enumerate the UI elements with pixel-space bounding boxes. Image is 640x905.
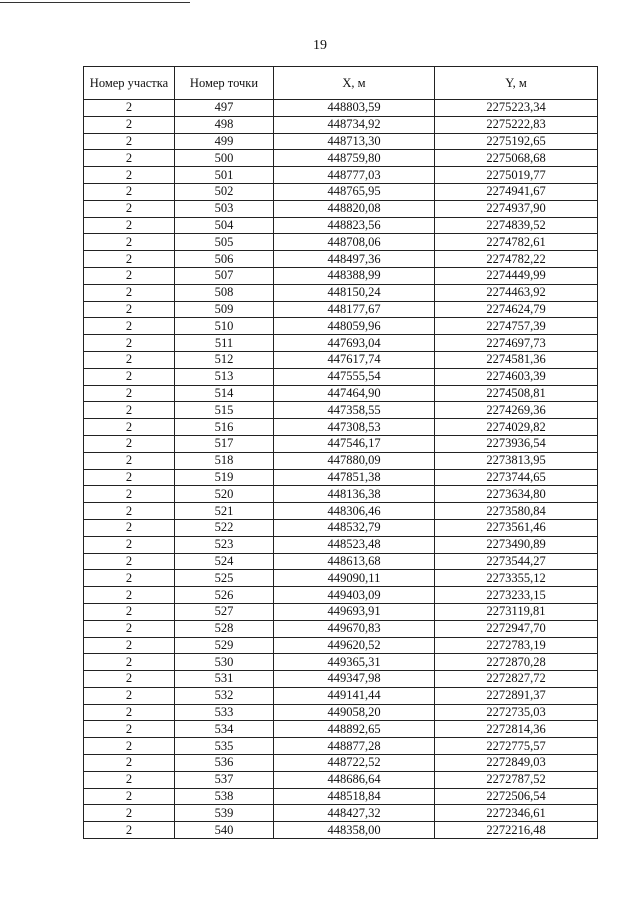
cell-x: 447308,53 (274, 419, 435, 436)
table-row (84, 536, 598, 553)
cell-y: 2273233,15 (435, 587, 598, 604)
cell-x: 448358,00 (274, 822, 435, 839)
coordinates-table (83, 66, 598, 839)
cell-point-number: 499 (175, 133, 274, 150)
cell-plot-number: 2 (84, 536, 175, 553)
cell-point-number: 510 (175, 318, 274, 335)
cell-x: 447880,09 (274, 452, 435, 469)
cell-point-number: 532 (175, 687, 274, 704)
table-row (84, 100, 598, 117)
cell-point-number: 537 (175, 771, 274, 788)
cell-plot-number: 2 (84, 587, 175, 604)
table-row (84, 503, 598, 520)
cell-y: 2272787,52 (435, 771, 598, 788)
cell-plot-number: 2 (84, 469, 175, 486)
table-row (84, 570, 598, 587)
cell-x: 448803,59 (274, 100, 435, 117)
cell-plot-number: 2 (84, 486, 175, 503)
cell-point-number: 528 (175, 620, 274, 637)
table-row (84, 217, 598, 234)
table-row (84, 822, 598, 839)
cell-y: 2274624,79 (435, 301, 598, 318)
cell-plot-number: 2 (84, 553, 175, 570)
table-row (84, 721, 598, 738)
cell-point-number: 502 (175, 183, 274, 200)
cell-x: 447546,17 (274, 435, 435, 452)
cell-point-number: 530 (175, 654, 274, 671)
cell-point-number: 513 (175, 368, 274, 385)
cell-plot-number: 2 (84, 687, 175, 704)
cell-point-number: 527 (175, 603, 274, 620)
table-row (84, 133, 598, 150)
cell-x: 448497,36 (274, 251, 435, 268)
table-row (84, 200, 598, 217)
cell-plot-number: 2 (84, 452, 175, 469)
cell-point-number: 535 (175, 738, 274, 755)
cell-y: 2274937,90 (435, 200, 598, 217)
cell-point-number: 505 (175, 234, 274, 251)
table-row (84, 267, 598, 284)
cell-x: 448059,96 (274, 318, 435, 335)
cell-point-number: 500 (175, 150, 274, 167)
cell-plot-number: 2 (84, 671, 175, 688)
cell-point-number: 498 (175, 116, 274, 133)
cell-point-number: 516 (175, 419, 274, 436)
cell-y: 2275223,34 (435, 100, 598, 117)
cell-plot-number: 2 (84, 721, 175, 738)
cell-x: 447617,74 (274, 351, 435, 368)
cell-y: 2273634,80 (435, 486, 598, 503)
cell-y: 2272947,70 (435, 620, 598, 637)
cell-y: 2274463,92 (435, 284, 598, 301)
cell-point-number: 521 (175, 503, 274, 520)
cell-point-number: 525 (175, 570, 274, 587)
cell-plot-number: 2 (84, 167, 175, 184)
cell-x: 449347,98 (274, 671, 435, 688)
cell-y: 2274269,36 (435, 402, 598, 419)
header-point-number: Номер точки (175, 67, 274, 100)
cell-point-number: 512 (175, 351, 274, 368)
table-row (84, 368, 598, 385)
cell-x: 449403,09 (274, 587, 435, 604)
cell-y: 2273580,84 (435, 503, 598, 520)
cell-plot-number: 2 (84, 100, 175, 117)
cell-y: 2275068,68 (435, 150, 598, 167)
table-row (84, 805, 598, 822)
cell-y: 2274508,81 (435, 385, 598, 402)
cell-x: 448427,32 (274, 805, 435, 822)
cell-point-number: 504 (175, 217, 274, 234)
cell-plot-number: 2 (84, 402, 175, 419)
cell-y: 2272735,03 (435, 704, 598, 721)
cell-y: 2274029,82 (435, 419, 598, 436)
cell-point-number: 503 (175, 200, 274, 217)
cell-y: 2272891,37 (435, 687, 598, 704)
cell-plot-number: 2 (84, 267, 175, 284)
cell-x: 449058,20 (274, 704, 435, 721)
cell-point-number: 507 (175, 267, 274, 284)
cell-x: 447358,55 (274, 402, 435, 419)
cell-x: 448765,95 (274, 183, 435, 200)
table-row (84, 402, 598, 419)
cell-plot-number: 2 (84, 419, 175, 436)
cell-x: 447693,04 (274, 335, 435, 352)
cell-point-number: 508 (175, 284, 274, 301)
cell-x: 449090,11 (274, 570, 435, 587)
table-row (84, 788, 598, 805)
table-row (84, 301, 598, 318)
cell-x: 448734,92 (274, 116, 435, 133)
cell-x: 448150,24 (274, 284, 435, 301)
table-row (84, 150, 598, 167)
cell-plot-number: 2 (84, 116, 175, 133)
cell-plot-number: 2 (84, 822, 175, 839)
table-row (84, 671, 598, 688)
cell-y: 2275019,77 (435, 167, 598, 184)
cell-point-number: 517 (175, 435, 274, 452)
page-number: 19 (313, 38, 327, 53)
table-row (84, 335, 598, 352)
cell-x: 448820,08 (274, 200, 435, 217)
cell-plot-number: 2 (84, 385, 175, 402)
cell-y: 2275192,65 (435, 133, 598, 150)
cell-x: 447851,38 (274, 469, 435, 486)
cell-x: 447555,54 (274, 368, 435, 385)
cell-x: 448722,52 (274, 755, 435, 772)
table-row (84, 603, 598, 620)
table-row (84, 419, 598, 436)
cell-y: 2274839,52 (435, 217, 598, 234)
header-plot-number: Номер участка (84, 67, 175, 100)
table-row (84, 351, 598, 368)
cell-plot-number: 2 (84, 301, 175, 318)
cell-x: 449620,52 (274, 637, 435, 654)
cell-y: 2273544,27 (435, 553, 598, 570)
table-row (84, 587, 598, 604)
cell-point-number: 522 (175, 519, 274, 536)
cell-y: 2272870,28 (435, 654, 598, 671)
table-row (84, 687, 598, 704)
cell-x: 448877,28 (274, 738, 435, 755)
cell-x: 449365,31 (274, 654, 435, 671)
cell-plot-number: 2 (84, 519, 175, 536)
cell-point-number: 514 (175, 385, 274, 402)
cell-point-number: 511 (175, 335, 274, 352)
cell-point-number: 529 (175, 637, 274, 654)
table-row (84, 704, 598, 721)
cell-plot-number: 2 (84, 335, 175, 352)
cell-point-number: 533 (175, 704, 274, 721)
table-row (84, 738, 598, 755)
table-row (84, 284, 598, 301)
cell-y: 2272346,61 (435, 805, 598, 822)
cell-point-number: 523 (175, 536, 274, 553)
cell-point-number: 540 (175, 822, 274, 839)
cell-y: 2274757,39 (435, 318, 598, 335)
cell-y: 2273119,81 (435, 603, 598, 620)
cell-x: 448136,38 (274, 486, 435, 503)
cell-y: 2274603,39 (435, 368, 598, 385)
cell-y: 2272783,19 (435, 637, 598, 654)
cell-point-number: 520 (175, 486, 274, 503)
cell-x: 448306,46 (274, 503, 435, 520)
cell-plot-number: 2 (84, 620, 175, 637)
cell-y: 2274782,61 (435, 234, 598, 251)
cell-y: 2274782,22 (435, 251, 598, 268)
table-row (84, 654, 598, 671)
cell-x: 448388,99 (274, 267, 435, 284)
cell-point-number: 497 (175, 100, 274, 117)
cell-y: 2275222,83 (435, 116, 598, 133)
cell-y: 2272506,54 (435, 788, 598, 805)
cell-x: 448523,48 (274, 536, 435, 553)
table-row (84, 620, 598, 637)
table-header-row (84, 67, 598, 100)
cell-plot-number: 2 (84, 654, 175, 671)
cell-plot-number: 2 (84, 704, 175, 721)
table-row (84, 318, 598, 335)
cell-point-number: 526 (175, 587, 274, 604)
cell-x: 449693,91 (274, 603, 435, 620)
header-y: Y, м (435, 67, 598, 100)
cell-point-number: 509 (175, 301, 274, 318)
cell-plot-number: 2 (84, 251, 175, 268)
cell-y: 2272827,72 (435, 671, 598, 688)
cell-plot-number: 2 (84, 435, 175, 452)
cell-point-number: 538 (175, 788, 274, 805)
cell-y: 2273490,89 (435, 536, 598, 553)
cell-x: 448686,64 (274, 771, 435, 788)
cell-point-number: 536 (175, 755, 274, 772)
cell-x: 449670,83 (274, 620, 435, 637)
cell-plot-number: 2 (84, 183, 175, 200)
table-row (84, 519, 598, 536)
cell-y: 2272849,03 (435, 755, 598, 772)
cell-y: 2273744,65 (435, 469, 598, 486)
cell-x: 448713,30 (274, 133, 435, 150)
cell-y: 2273813,95 (435, 452, 598, 469)
cell-y: 2272775,57 (435, 738, 598, 755)
cell-plot-number: 2 (84, 738, 175, 755)
cell-y: 2273561,46 (435, 519, 598, 536)
cell-point-number: 518 (175, 452, 274, 469)
table-row (84, 167, 598, 184)
cell-y: 2274449,99 (435, 267, 598, 284)
table-row (84, 234, 598, 251)
table-row (84, 116, 598, 133)
cell-x: 448518,84 (274, 788, 435, 805)
table-row (84, 435, 598, 452)
cell-plot-number: 2 (84, 755, 175, 772)
top-rule (0, 2, 190, 3)
cell-point-number: 534 (175, 721, 274, 738)
cell-plot-number: 2 (84, 603, 175, 620)
cell-x: 449141,44 (274, 687, 435, 704)
cell-point-number: 524 (175, 553, 274, 570)
cell-plot-number: 2 (84, 200, 175, 217)
table-row (84, 183, 598, 200)
cell-x: 448177,67 (274, 301, 435, 318)
table-row (84, 385, 598, 402)
cell-x: 448532,79 (274, 519, 435, 536)
cell-x: 448777,03 (274, 167, 435, 184)
cell-plot-number: 2 (84, 150, 175, 167)
cell-y: 2272814,36 (435, 721, 598, 738)
cell-plot-number: 2 (84, 234, 175, 251)
cell-plot-number: 2 (84, 805, 175, 822)
table-row (84, 251, 598, 268)
table-row (84, 771, 598, 788)
cell-y: 2274941,67 (435, 183, 598, 200)
cell-plot-number: 2 (84, 217, 175, 234)
table-body (84, 100, 598, 839)
cell-point-number: 519 (175, 469, 274, 486)
table-row (84, 755, 598, 772)
cell-y: 2273355,12 (435, 570, 598, 587)
cell-x: 447464,90 (274, 385, 435, 402)
cell-plot-number: 2 (84, 503, 175, 520)
cell-plot-number: 2 (84, 788, 175, 805)
cell-point-number: 506 (175, 251, 274, 268)
cell-x: 448823,56 (274, 217, 435, 234)
cell-point-number: 531 (175, 671, 274, 688)
cell-plot-number: 2 (84, 284, 175, 301)
cell-plot-number: 2 (84, 570, 175, 587)
cell-plot-number: 2 (84, 368, 175, 385)
cell-x: 448892,65 (274, 721, 435, 738)
cell-plot-number: 2 (84, 133, 175, 150)
cell-y: 2273936,54 (435, 435, 598, 452)
cell-y: 2274697,73 (435, 335, 598, 352)
table-row (84, 486, 598, 503)
cell-plot-number: 2 (84, 637, 175, 654)
table-row (84, 553, 598, 570)
cell-y: 2272216,48 (435, 822, 598, 839)
cell-point-number: 515 (175, 402, 274, 419)
cell-point-number: 539 (175, 805, 274, 822)
header-x: X, м (274, 67, 435, 100)
cell-plot-number: 2 (84, 771, 175, 788)
cell-x: 448759,80 (274, 150, 435, 167)
cell-plot-number: 2 (84, 351, 175, 368)
table-row (84, 469, 598, 486)
table-row (84, 452, 598, 469)
cell-y: 2274581,36 (435, 351, 598, 368)
cell-x: 448708,06 (274, 234, 435, 251)
table-row (84, 637, 598, 654)
cell-x: 448613,68 (274, 553, 435, 570)
cell-point-number: 501 (175, 167, 274, 184)
cell-plot-number: 2 (84, 318, 175, 335)
